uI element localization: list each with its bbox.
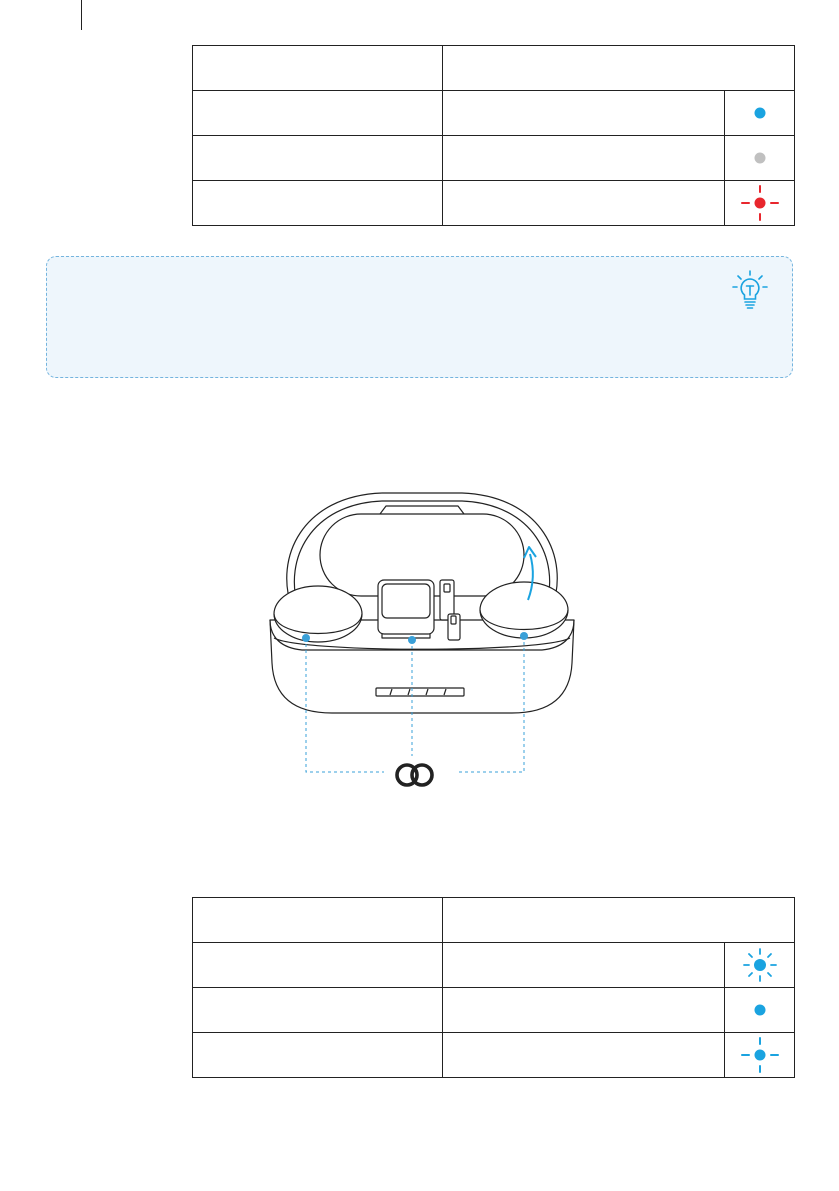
table-header-cell [193, 46, 443, 91]
table-header-row [193, 898, 795, 943]
lightbulb-icon [730, 269, 770, 311]
table-header-cell [443, 898, 795, 943]
table-cell [443, 943, 725, 988]
tip-box [46, 256, 793, 378]
table-header-row [193, 46, 795, 91]
table-cell [193, 91, 443, 136]
table-cell [443, 136, 725, 181]
table-cell [443, 181, 725, 226]
left-led-dot [302, 634, 310, 642]
table-header-cell [193, 898, 443, 943]
receiver [378, 580, 434, 634]
table-row [193, 988, 795, 1033]
table-row [193, 91, 795, 136]
led-icon-cell [725, 988, 795, 1033]
table-cell [193, 943, 443, 988]
solid-blue-led-icon [725, 91, 795, 135]
pairing-link-icon [397, 765, 432, 785]
flashing-blue-led-icon [725, 1033, 795, 1077]
page-edge-line [81, 0, 82, 30]
glowing-blue-led-icon [725, 943, 795, 987]
charging-case-illustration [262, 488, 582, 793]
solid-grey-led-icon [725, 136, 795, 180]
table-cell [443, 91, 725, 136]
table-cell [443, 1033, 725, 1078]
led-icon-cell [725, 1033, 795, 1078]
led-icon-cell [725, 136, 795, 181]
table-row [193, 136, 795, 181]
table-row [193, 181, 795, 226]
led-icon-cell [725, 181, 795, 226]
led-icon-cell [725, 91, 795, 136]
table-cell [193, 1033, 443, 1078]
table-cell [193, 988, 443, 1033]
right-led-dot [520, 632, 528, 640]
table-cell [193, 181, 443, 226]
table-row [193, 943, 795, 988]
table-cell [193, 136, 443, 181]
receiver-led-dot [408, 636, 416, 644]
status-table-top [192, 45, 795, 226]
table-header-cell [443, 46, 795, 91]
status-table-bottom [192, 897, 795, 1078]
flashing-red-led-icon [725, 181, 795, 225]
led-icon-cell [725, 943, 795, 988]
table-row [193, 1033, 795, 1078]
table-cell [443, 988, 725, 1033]
solid-blue-led-icon [725, 988, 795, 1032]
